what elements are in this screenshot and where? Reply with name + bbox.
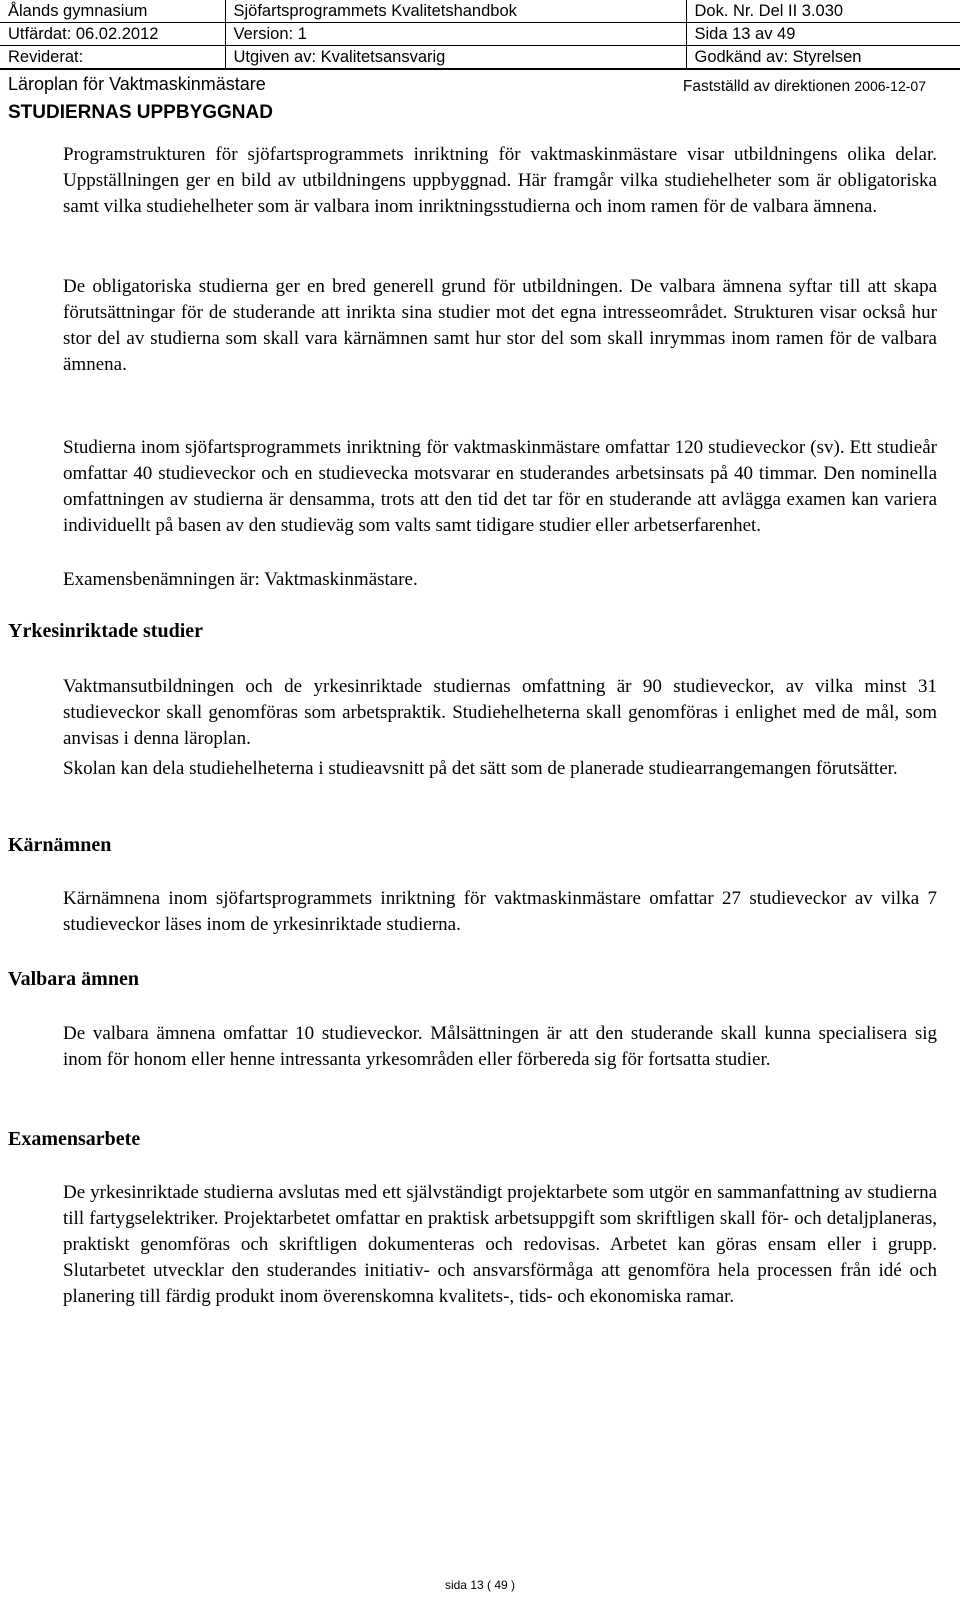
paragraph-vocational: Vaktmansutbildningen och de yrkesinriktade studiernas omfattning är 90 studieveckor, av vilka minst 31 studieveckor skall genomföras som arbetspraktik. Studiehelheterna skall genomföras i enlighet med de mål, som anvisas i denna läroplan. xyxy=(63,676,937,749)
doc-title: Läroplan för Vaktmaskinmästare xyxy=(8,74,266,94)
heading-thesis: Examensarbete xyxy=(8,1128,141,1150)
paragraph-core: Kärnämnena inom sjöfartsprogrammets inriktning för vaktmaskinmästare omfattar 27 studieveckor av vilka 7 studieveckor läses inom de yrkesinriktade studierna. xyxy=(63,888,937,935)
paragraph-degree: Examensbenämningen är: Vaktmaskinmästare. xyxy=(63,569,418,590)
established-label: Fastställd av direktionen xyxy=(682,78,851,95)
revised: Reviderat: xyxy=(0,46,225,70)
handbook-name: Sjöfartsprogrammets Kvalitetshandbok xyxy=(225,0,686,23)
paragraph-elective: De valbara ämnena omfattar 10 studieveckor. Målsättningen är att den studerande skall kunna specialisera sig inom för honom eller henne intressanta yrkesområden eller förbereda sig för fortsatta studier. xyxy=(63,1023,937,1070)
heading-core: Kärnämnen xyxy=(8,834,112,856)
paragraph-structure: Programstrukturen för sjöfartsprogrammets inriktning för vaktmaskinmästare visar utbildningens olika delar. Uppställningen ger en bild av utbildningens uppbyggnad. Här framgår vilka studiehelheter som är obligatoriska samt vilka studiehelheter som är valbara inom inriktningsstudierna och inom ramen för de valbara ämnena. xyxy=(63,144,937,217)
paragraph-obligatory: De obligatoriska studierna ger en bred generell grund för utbildningen. De valbara ämnena syftar till att skapa förutsättningar för de studerande att inrikta sina studier mot det egna intresseområdet. Strukturen visar också hur stor del av studierna som skall vara kärnämnen samt hur stor del som skall inrymmas inom ramen för de valbara ämnena. xyxy=(63,276,937,375)
school-name: Ålands gymnasium xyxy=(0,0,225,23)
heading-elective: Valbara ämnen xyxy=(8,968,139,990)
paragraph-scope: Studierna inom sjöfartsprogrammets inriktning för vaktmaskinmästare omfattar 120 studieveckor (sv). Ett studieår omfattar 40 studieveckor och en studievecka motsvarar en studerandes arbetsinsats på 40 timmar. Den nominella omfattningen av studierna är densamma, trots att den tid det tar för en studerande att avlägga examen kan variera individuellt på basen av den studieväg som valts samt tidigare studier eller arbetserfarenhet. xyxy=(63,437,937,536)
page-footer: sida 13 ( 49 ) xyxy=(444,1578,516,1592)
heading-vocational: Yrkesinriktade studier xyxy=(8,620,203,642)
header-table xyxy=(0,0,960,70)
established-line xyxy=(683,78,926,96)
published-by: Utgiven av: Kvalitetsansvarig xyxy=(225,46,686,70)
document-header xyxy=(0,0,960,70)
paragraph-vocational-2: Skolan kan dela studiehelheterna i studieavsnitt på det sätt som de planerade studiearrangemangen förutsätter. xyxy=(63,758,898,779)
section-title: STUDIERNAS UPPBYGGNAD xyxy=(8,102,273,123)
approved-by: Godkänd av: Styrelsen xyxy=(686,46,960,70)
paragraph-thesis: De yrkesinriktade studierna avslutas med ett självständigt projektarbete som utgör en sammanfattning av studierna till fartygselektriker. Projektarbetet omfattar en praktisk arbetsuppgift som skriftligen skall för- och detaljplaneras, praktiskt genomföras och skriftligen dokumenteras och redovisas. Arbetet kan göras ensam eller i grupp. Slutarbetet utvecklar den studerandes initiativ- och ansvarsförmåga att genomföra hela processen från idé och planering till färdig produkt inom överenskomna kvalitets-, tids- och ekonomiska ramar. xyxy=(63,1182,937,1307)
doc-number: Dok. Nr. Del II 3.030 xyxy=(686,0,960,23)
version: Version: 1 xyxy=(225,23,686,46)
issued-date: Utfärdat: 06.02.2012 xyxy=(0,23,225,46)
established-date: 2006-12-07 xyxy=(854,78,926,94)
page-count: Sida 13 av 49 xyxy=(686,23,960,46)
